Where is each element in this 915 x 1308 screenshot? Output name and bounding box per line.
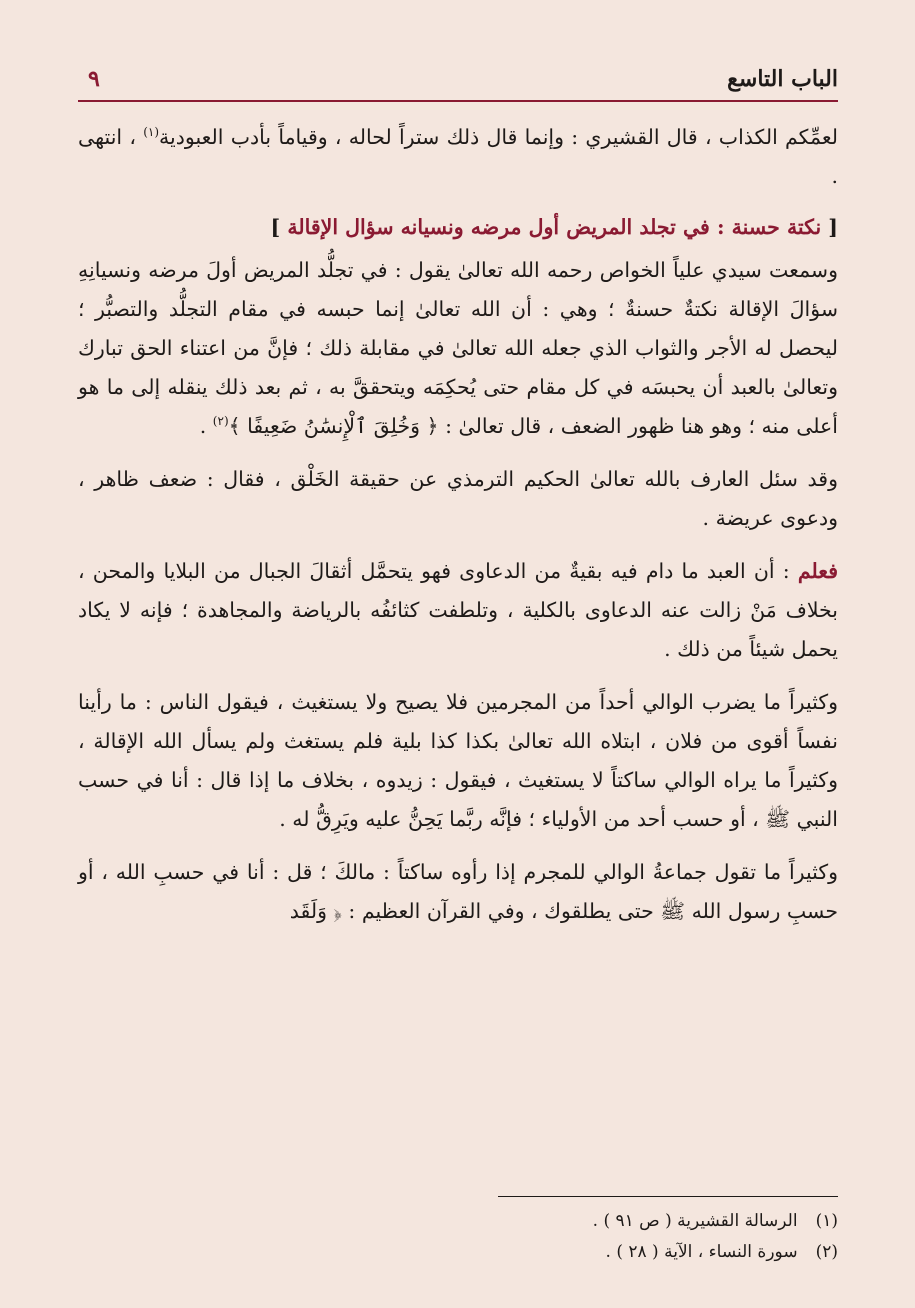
paragraph-2 bbox=[78, 251, 838, 446]
paragraph-gap bbox=[78, 839, 838, 853]
paragraph-4-text: : أن العبد ما دام فيه بقيةٌ من الدعاوى فهو يتحمَّل أثقالَ الجبال من البلايا والمحن ، بخلاف مَنْ زالت عنه الدعاوى بالكلية ، وتلطفت كثائفُه بالرياضة والمجاهدة ؛ فإنه لا يكاد يحمل شيئاً من ذلك . bbox=[78, 559, 838, 661]
section-heading bbox=[78, 208, 838, 247]
paragraph-gap bbox=[78, 538, 838, 552]
heading-open-bracket: [ bbox=[821, 215, 838, 239]
paragraph-4 bbox=[78, 552, 838, 669]
main-text bbox=[78, 118, 838, 931]
heading-close-bracket: ] bbox=[270, 215, 288, 239]
paragraph-1-text: لعمِّكم الكذاب ، قال القشيري : وإنما قال ذلك ستراً لحاله ، وقياماً بأدب العبودية bbox=[159, 125, 838, 149]
footnote-1 bbox=[78, 1206, 838, 1237]
paragraph-2-text: وسمعت سيدي علياً الخواص رحمه الله تعالىٰ يقول : في تجلُّد المريض أولَ مرضه ونسيانِهِ سؤالَ الإقالة نكتةٌ حسنةٌ ؛ وهي : أن الله تعالىٰ إنما حبسه في مقام التجلُّد والتصبُّر ؛ ليحصل له الأجر والثواب الذي جعله الله تعالىٰ في مقابلة ذلك ؛ فإنَّ من اعتناء الحق تبارك وتعالىٰ بالعبد أن يحبسَه في كل مقام حتى يُحكِمَه ويتحققَّ به ، ثم بعد ذلك ينقله إلى ما هو أعلى منه ؛ وهو هنا ظهور الضعف ، قال تعالىٰ : ﴿ وَخُلِقَ ٱلْإِنسَٰنُ ضَعِيفًا ﴾ bbox=[78, 258, 838, 438]
footnote-1-number: (١) bbox=[815, 1211, 838, 1231]
footnote-2-number: (٢) bbox=[815, 1242, 838, 1262]
paragraph-gap bbox=[78, 669, 838, 683]
footnote-ref-2: (٢) bbox=[212, 414, 229, 429]
footnotes bbox=[78, 1206, 838, 1268]
footnote-ref-1: (١) bbox=[143, 125, 160, 140]
paragraph-1-end: ، انتهى . bbox=[78, 125, 838, 188]
footnote-rule bbox=[498, 1196, 838, 1197]
paragraph-1 bbox=[78, 118, 838, 196]
paragraph-3: وقد سئل العارف بالله تعالىٰ الحكيم الترمذي عن حقيقة الخَلْق ، فقال : ضعف ظاهر ، ودعوى عريضة . bbox=[78, 467, 838, 530]
footnote-1-text: الرسالة القشيرية ( ص ٩١ ) . bbox=[592, 1211, 798, 1231]
page-header bbox=[78, 64, 838, 98]
paragraph-2-end: . bbox=[199, 414, 213, 438]
chapter-title: الباب التاسع bbox=[727, 66, 838, 92]
paragraph-6: وكثيراً ما تقول جماعةُ الوالي للمجرم إذا رأوه ساكتاً : مالكَ ؛ قل : أنا في حسبِ الله ، أو حسبِ رسول الله ﷺ حتى يطلقوك ، وفي القرآن العظيم : ﴿ وَلَقَد bbox=[78, 860, 838, 923]
page-number: ٩ bbox=[88, 66, 100, 92]
header-rule bbox=[78, 100, 838, 102]
paragraph-5: وكثيراً ما يضرب الوالي أحداً من المجرمين فلا يصيح ولا يستغيث ، فيقول الناس : ما رأينا نفساً أقوى من فلان ، ابتلاه الله تعالىٰ بكذا كذا بلية فلم يستغث ولم يسأل الله الإقالة ، وكثيراً ما يراه الوالي ساكتاً لا يستغيث ، فيقول : زيدوه ، بخلاف ما إذا قال : أنا في حسب النبي ﷺ ، أو حسب أحد من الأولياء ؛ فإنَّه ربَّما يَحِنُّ عليه ويَرِقُّ له . bbox=[78, 690, 838, 831]
paragraph-gap bbox=[78, 446, 838, 460]
heading-text: في تجلد المريض أول مرضه ونسيانه سؤال الإقالة bbox=[287, 215, 710, 239]
footnote-2 bbox=[78, 1237, 838, 1268]
paragraph-4-lead-word: فعلم bbox=[797, 559, 838, 583]
footnote-2-text: سورة النساء ، الآية ( ٢٨ ) . bbox=[605, 1242, 798, 1262]
heading-label: نكتة حسنة : bbox=[709, 215, 822, 239]
